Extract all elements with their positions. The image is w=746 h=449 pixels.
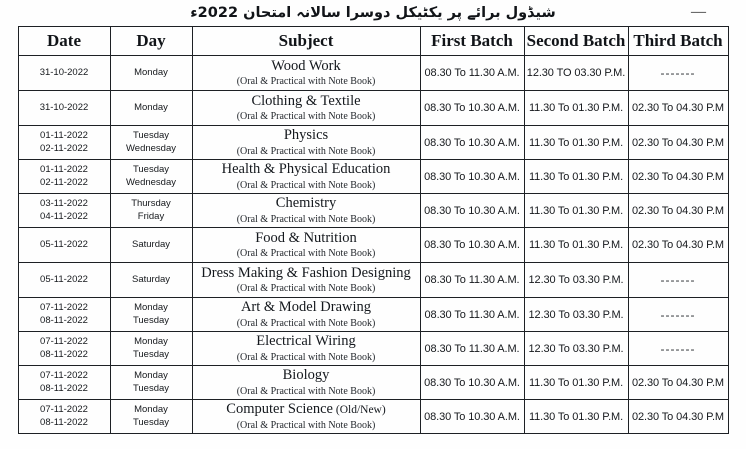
header-date: Date: [18, 27, 110, 56]
cell-third-batch: 02.30 To 04.30 P.M: [628, 228, 728, 263]
cell-second-batch: 11.30 To 01.30 P.M.: [524, 228, 628, 263]
schedule-table: [18, 26, 729, 434]
cell-second-batch: 11.30 To 01.30 P.M.: [524, 91, 628, 126]
cell-date: [18, 56, 110, 91]
subject-note: (Oral & Practical with Note Book): [236, 76, 376, 88]
schedule-table-body: [18, 56, 728, 434]
cell-third-batch: -------: [628, 298, 728, 332]
cell-date: [18, 366, 110, 400]
cell-first-batch: 08.30 To 11.30 A.M.: [420, 332, 524, 366]
table-row: [18, 160, 728, 194]
cell-date: [18, 332, 110, 366]
subject-name: [193, 161, 420, 178]
header-first-batch: First Batch: [420, 27, 524, 56]
day-line: Saturday: [131, 238, 171, 250]
subject-name: [193, 367, 420, 384]
cell-third-batch: 02.30 To 04.30 P.M: [628, 91, 728, 126]
day-line: Saturday: [131, 273, 171, 285]
day-line: Monday: [134, 369, 168, 381]
cell-first-batch: 08.30 To 11.30 A.M.: [420, 263, 524, 298]
cell-date: [18, 298, 110, 332]
subject-note: (Oral & Practical with Note Book): [236, 283, 376, 295]
subject-note: (Oral & Practical with Note Book): [236, 385, 376, 397]
cell-subject: [192, 160, 420, 194]
table-row: [18, 332, 728, 366]
subject-note: (Oral & Practical with Note Book): [236, 111, 376, 123]
cell-first-batch: 08.30 To 10.30 A.M.: [420, 400, 524, 434]
date-line: 31-10-2022: [39, 66, 89, 78]
cell-third-batch: -------: [628, 332, 728, 366]
subject-name: [193, 230, 420, 247]
date-line: 08-11-2022: [40, 416, 88, 428]
subject-note: (Oral & Practical with Note Book): [236, 351, 376, 363]
day-line: Tuesday: [132, 382, 170, 394]
day-line: Tuesday: [132, 348, 170, 360]
cell-second-batch: 11.30 To 01.30 P.M.: [524, 126, 628, 160]
cell-day: [110, 400, 192, 434]
cell-date: [18, 263, 110, 298]
cell-day: [110, 263, 192, 298]
subject-name-text: Computer Science: [226, 401, 333, 418]
table-row: [18, 56, 728, 91]
subject-note: (Oral & Practical with Note Book): [236, 248, 376, 260]
subject-name: [193, 333, 420, 350]
day-line: Friday: [137, 210, 165, 222]
header-third-batch: Third Batch: [628, 27, 728, 56]
cell-subject: [192, 194, 420, 228]
cell-day: [110, 56, 192, 91]
date-line: 08-11-2022: [40, 314, 88, 326]
date-line: 05-11-2022: [40, 238, 88, 250]
header-subject: Subject: [192, 27, 420, 56]
header-day: Day: [110, 27, 192, 56]
top-right-mark: —: [691, 4, 706, 20]
cell-subject: [192, 228, 420, 263]
subject-note: (Oral & Practical with Note Book): [236, 145, 376, 157]
day-line: Monday: [134, 101, 168, 113]
date-line: 07-11-2022: [40, 369, 88, 381]
subject-suffix: (Old/New): [333, 404, 386, 417]
cell-date: [18, 400, 110, 434]
date-line: 07-11-2022: [40, 335, 88, 347]
day-line: Tuesday: [132, 163, 170, 175]
cell-third-batch: 02.30 To 04.30 P.M: [628, 366, 728, 400]
subject-note: (Oral & Practical with Note Book): [236, 317, 376, 329]
cell-third-batch: -------: [628, 56, 728, 91]
day-line: Tuesday: [132, 416, 170, 428]
cell-third-batch: -------: [628, 263, 728, 298]
header-second-batch: Second Batch: [524, 27, 628, 56]
table-row: [18, 91, 728, 126]
cell-day: [110, 228, 192, 263]
subject-name-text: Electrical Wiring: [256, 333, 356, 350]
date-line: 08-11-2022: [40, 348, 88, 360]
cell-subject: [192, 56, 420, 91]
table-row: [18, 400, 728, 434]
subject-name-text: Chemistry: [275, 195, 337, 212]
document-title: شیڈول برائے پر یکٹیکل دوسرا سالانہ امتحان 2022ء: [190, 5, 556, 21]
cell-second-batch: 12.30 To 03.30 P.M.: [524, 263, 628, 298]
day-line: Monday: [134, 403, 168, 415]
cell-second-batch: 11.30 To 01.30 P.M.: [524, 400, 628, 434]
date-line: 03-11-2022: [40, 197, 88, 209]
subject-name: [193, 127, 420, 144]
subject-name: [193, 401, 420, 418]
subject-name-text: Art & Model Drawing: [240, 299, 372, 316]
cell-third-batch: 02.30 To 04.30 P.M: [628, 160, 728, 194]
table-row: [18, 228, 728, 263]
table-header-row: [18, 27, 728, 56]
cell-date: [18, 194, 110, 228]
subject-name: [193, 299, 420, 316]
subject-note: (Oral & Practical with Note Book): [236, 179, 376, 191]
cell-third-batch: 02.30 To 04.30 P.M: [628, 400, 728, 434]
cell-date: [18, 91, 110, 126]
day-line: Tuesday: [132, 129, 170, 141]
subject-name-text: Dress Making & Fashion Designing: [201, 264, 411, 281]
cell-subject: [192, 332, 420, 366]
cell-first-batch: 08.30 To 10.30 A.M.: [420, 194, 524, 228]
cell-third-batch: 02.30 To 04.30 P.M: [628, 126, 728, 160]
cell-second-batch: 12.30 TO 03.30 P.M.: [524, 56, 628, 91]
cell-subject: [192, 126, 420, 160]
day-line: Wednesday: [126, 142, 176, 154]
day-line: Thursday: [131, 197, 171, 209]
cell-day: [110, 298, 192, 332]
cell-second-batch: 11.30 To 01.30 P.M.: [524, 194, 628, 228]
subject-name: [193, 58, 420, 75]
day-line: Tuesday: [132, 314, 170, 326]
cell-subject: [192, 263, 420, 298]
cell-first-batch: 08.30 To 10.30 A.M.: [420, 91, 524, 126]
date-line: 07-11-2022: [40, 403, 88, 415]
cell-first-batch: 08.30 To 10.30 A.M.: [420, 366, 524, 400]
subject-name-text: Physics: [283, 127, 329, 144]
subject-note: (Oral & Practical with Note Book): [236, 213, 376, 225]
subject-name-text: Health & Physical Education: [221, 161, 391, 178]
cell-second-batch: 11.30 To 01.30 P.M.: [524, 160, 628, 194]
table-row: [18, 298, 728, 332]
cell-subject: [192, 400, 420, 434]
subject-name-text: Wood Work: [271, 57, 341, 74]
cell-subject: [192, 298, 420, 332]
cell-first-batch: 08.30 To 10.30 A.M.: [420, 228, 524, 263]
cell-third-batch: 02.30 To 04.30 P.M: [628, 194, 728, 228]
cell-first-batch: 08.30 To 10.30 A.M.: [420, 126, 524, 160]
date-line: 01-11-2022: [40, 129, 88, 141]
date-line: 07-11-2022: [40, 301, 88, 313]
table-row: [18, 126, 728, 160]
day-line: Wednesday: [126, 176, 176, 188]
cell-day: [110, 366, 192, 400]
cell-day: [110, 160, 192, 194]
day-line: Monday: [134, 66, 168, 78]
cell-day: [110, 91, 192, 126]
table-row: [18, 366, 728, 400]
cell-second-batch: 12.30 To 03.30 P.M.: [524, 298, 628, 332]
cell-second-batch: 12.30 To 03.30 P.M.: [524, 332, 628, 366]
cell-subject: [192, 366, 420, 400]
table-row: [18, 194, 728, 228]
date-line: 02-11-2022: [40, 176, 88, 188]
cell-second-batch: 11.30 To 01.30 P.M.: [524, 366, 628, 400]
date-line: 08-11-2022: [40, 382, 88, 394]
subject-name-text: Clothing & Textile: [251, 92, 361, 109]
day-line: Monday: [134, 335, 168, 347]
table-row: [18, 263, 728, 298]
cell-day: [110, 126, 192, 160]
cell-first-batch: 08.30 To 11.30 A.M.: [420, 56, 524, 91]
cell-subject: [192, 91, 420, 126]
day-line: Monday: [134, 301, 168, 313]
date-line: 04-11-2022: [40, 210, 88, 222]
date-line: 02-11-2022: [40, 142, 88, 154]
subject-name-text: Biology: [282, 367, 330, 384]
cell-day: [110, 194, 192, 228]
cell-date: [18, 126, 110, 160]
cell-first-batch: 08.30 To 11.30 A.M.: [420, 298, 524, 332]
subject-name-text: Food & Nutrition: [255, 229, 357, 246]
cell-day: [110, 332, 192, 366]
cell-first-batch: 08.30 To 10.30 A.M.: [420, 160, 524, 194]
subject-name: [193, 265, 420, 282]
date-line: 01-11-2022: [40, 163, 88, 175]
document-title-row: [0, 0, 746, 26]
cell-date: [18, 160, 110, 194]
date-line: 05-11-2022: [40, 273, 88, 285]
subject-name: [193, 195, 420, 212]
cell-date: [18, 228, 110, 263]
date-line: 31-10-2022: [39, 101, 89, 113]
subject-note: (Oral & Practical with Note Book): [236, 419, 376, 431]
subject-name: [193, 93, 420, 110]
